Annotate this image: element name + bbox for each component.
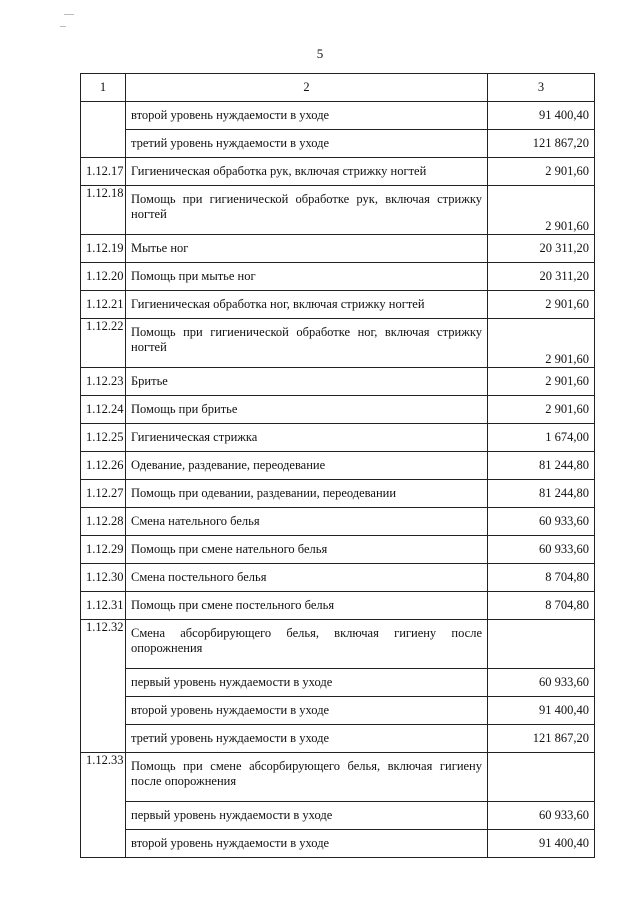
table-row <box>81 830 595 858</box>
description-cell: Помощь при мытье ног <box>126 263 488 291</box>
value-cell: 2 901,60 <box>488 158 595 186</box>
description-cell: Бритье <box>126 368 488 396</box>
value-cell: 91 400,40 <box>488 830 595 858</box>
header-cell-1: 1 <box>81 74 126 102</box>
value-cell: 20 311,20 <box>488 235 595 263</box>
table-row <box>81 508 595 536</box>
description-cell: второй уровень нуждаемости в уходе <box>126 697 488 725</box>
value-cell: 2 901,60 <box>488 396 595 424</box>
value-cell: 60 933,60 <box>488 669 595 697</box>
description-cell: второй уровень нуждаемости в уходе <box>126 830 488 858</box>
value-cell: 60 933,60 <box>488 508 595 536</box>
description-cell: Смена постельного белья <box>126 564 488 592</box>
value-cell: 121 867,20 <box>488 725 595 753</box>
description-cell: Помощь при смене нательного белья <box>126 536 488 564</box>
value-cell: 2 901,60 <box>488 368 595 396</box>
table-row <box>81 186 595 235</box>
row-number-cell: 1.12.33 <box>81 753 126 858</box>
row-number-cell: 1.12.26 <box>81 452 126 480</box>
table-row <box>81 424 595 452</box>
table-row <box>81 536 595 564</box>
services-table <box>80 73 595 858</box>
description-cell: Помощь при гигиенической обработке ног, включая стрижку ногтей <box>126 319 488 368</box>
table-header-row <box>81 74 595 102</box>
description-cell: третий уровень нуждаемости в уходе <box>126 725 488 753</box>
description-cell: первый уровень нуждаемости в уходе <box>126 802 488 830</box>
row-number-cell: 1.12.25 <box>81 424 126 452</box>
value-cell <box>488 620 595 669</box>
table-row <box>81 368 595 396</box>
row-number-cell: 1.12.19 <box>81 235 126 263</box>
page-number: 5 <box>316 46 324 61</box>
table-row <box>81 725 595 753</box>
value-cell: 91 400,40 <box>488 102 595 130</box>
table-row <box>81 235 595 263</box>
scan-mark <box>64 14 74 15</box>
table-row <box>81 158 595 186</box>
description-cell: Помощь при смене абсорбирующего белья, включая гигиену после опорожнения <box>126 753 488 802</box>
value-cell: 60 933,60 <box>488 802 595 830</box>
table-row <box>81 291 595 319</box>
description-cell: Помощь при смене постельного белья <box>126 592 488 620</box>
row-number-cell: 1.12.22 <box>81 319 126 368</box>
description-cell: Смена нательного белья <box>126 508 488 536</box>
row-number-cell: 1.12.24 <box>81 396 126 424</box>
row-number-cell: 1.12.30 <box>81 564 126 592</box>
table-row <box>81 480 595 508</box>
value-cell: 8 704,80 <box>488 592 595 620</box>
table-row <box>81 620 595 669</box>
table-row <box>81 263 595 291</box>
row-number-cell: 1.12.27 <box>81 480 126 508</box>
row-number-cell: 1.12.21 <box>81 291 126 319</box>
row-number-cell: 1.12.20 <box>81 263 126 291</box>
row-number-cell: 1.12.29 <box>81 536 126 564</box>
description-cell: Смена абсорбирующего белья, включая гигиену после опорожнения <box>126 620 488 669</box>
value-cell: 81 244,80 <box>488 452 595 480</box>
value-cell: 8 704,80 <box>488 564 595 592</box>
value-cell: 121 867,20 <box>488 130 595 158</box>
table-row <box>81 592 595 620</box>
table-row <box>81 102 595 130</box>
row-number-cell: 1.12.18 <box>81 186 126 235</box>
value-cell: 2 901,60 <box>488 319 595 368</box>
table-body <box>81 74 595 858</box>
row-number-cell: 1.12.31 <box>81 592 126 620</box>
description-cell: третий уровень нуждаемости в уходе <box>126 130 488 158</box>
description-cell: Одевание, раздевание, переодевание <box>126 452 488 480</box>
table-row <box>81 753 595 802</box>
description-cell: Помощь при бритье <box>126 396 488 424</box>
description-cell: Помощь при гигиенической обработке рук, включая стрижку ногтей <box>126 186 488 235</box>
description-cell: Гигиеническая обработка ног, включая стрижку ногтей <box>126 291 488 319</box>
table-row <box>81 697 595 725</box>
row-number-cell: 1.12.23 <box>81 368 126 396</box>
value-cell: 20 311,20 <box>488 263 595 291</box>
value-cell: 1 674,00 <box>488 424 595 452</box>
header-cell-2: 2 <box>126 74 488 102</box>
table-row <box>81 452 595 480</box>
value-cell: 2 901,60 <box>488 186 595 235</box>
table-row <box>81 669 595 697</box>
description-cell: Гигиеническая обработка рук, включая стрижку ногтей <box>126 158 488 186</box>
value-cell: 60 933,60 <box>488 536 595 564</box>
scan-mark <box>60 26 66 27</box>
description-cell: первый уровень нуждаемости в уходе <box>126 669 488 697</box>
description-cell: Мытье ног <box>126 235 488 263</box>
description-cell: Гигиеническая стрижка <box>126 424 488 452</box>
value-cell: 2 901,60 <box>488 291 595 319</box>
table-row <box>81 564 595 592</box>
table-row <box>81 802 595 830</box>
description-cell: второй уровень нуждаемости в уходе <box>126 102 488 130</box>
table-row <box>81 319 595 368</box>
table-row <box>81 396 595 424</box>
value-cell: 81 244,80 <box>488 480 595 508</box>
value-cell: 91 400,40 <box>488 697 595 725</box>
row-number-cell <box>81 102 126 158</box>
row-number-cell: 1.12.17 <box>81 158 126 186</box>
row-number-cell: 1.12.28 <box>81 508 126 536</box>
table-row <box>81 130 595 158</box>
description-cell: Помощь при одевании, раздевании, переодевании <box>126 480 488 508</box>
header-cell-3: 3 <box>488 74 595 102</box>
row-number-cell: 1.12.32 <box>81 620 126 753</box>
value-cell <box>488 753 595 802</box>
